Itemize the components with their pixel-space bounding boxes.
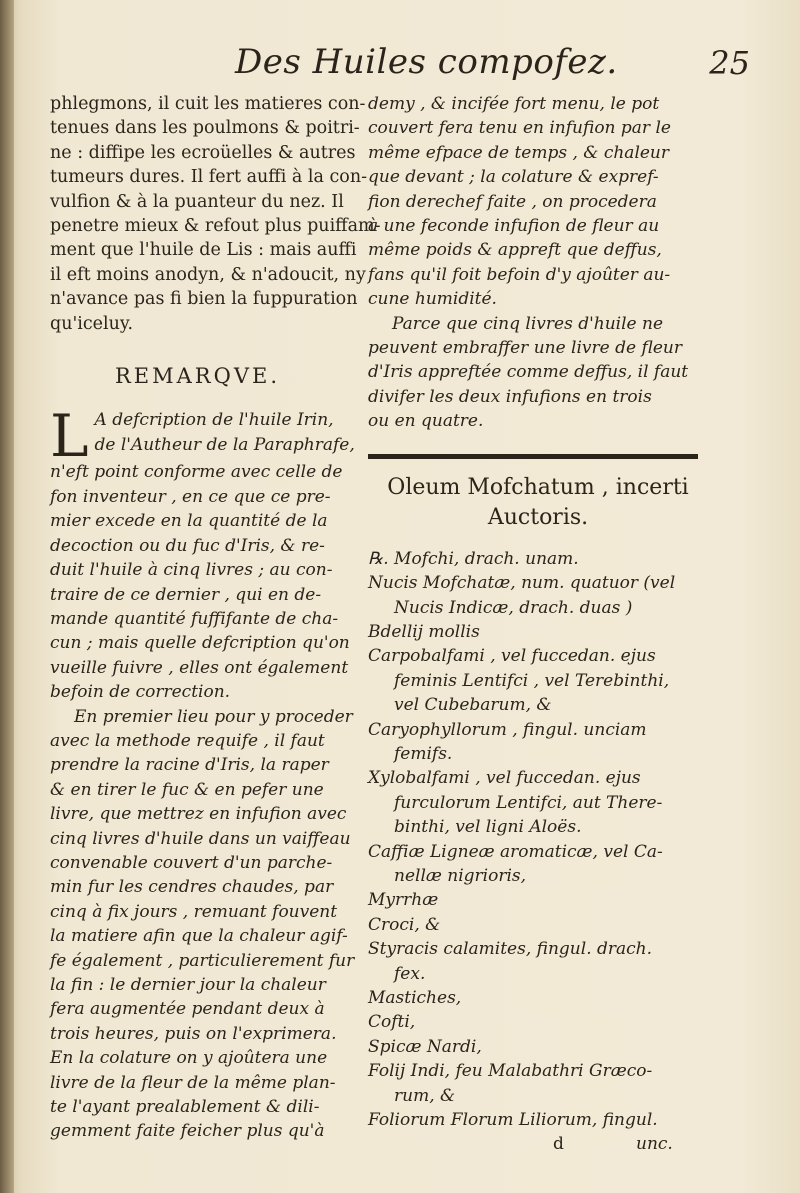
text-line: gemment faite feicher plus qu'à: [50, 1121, 325, 1142]
signature-mark: d: [553, 1134, 564, 1155]
right-column: [368, 92, 708, 1155]
right-paragraph-1: [368, 92, 708, 312]
recipe-ingredients: [368, 547, 708, 1133]
recipe-line: Nucis Indicæ, drach. duas ): [394, 597, 633, 618]
text-line: Parce que cinq livres d'huile ne: [392, 313, 664, 334]
section-rule: [368, 454, 698, 459]
text-line: n'avance pas fi bien la fuppuration: [50, 289, 358, 310]
recipe-line: Myrrhæ: [368, 890, 439, 911]
recipe-line: Nucis Mofchatæ, num. quatuor (vel: [368, 573, 676, 594]
recipe-title-line-2: Auctoris.: [487, 504, 589, 530]
right-paragraph-2: [368, 312, 708, 434]
text-line: ou en quatre.: [368, 411, 484, 432]
text-line: fon inventeur , en ce que ce pre-: [50, 486, 331, 507]
text-line: cune humidité.: [368, 289, 497, 310]
left-roman-text: [50, 92, 381, 336]
drop-cap: L: [50, 402, 89, 471]
recipe-line: Foliorum Florum Liliorum, fingul.: [368, 1110, 658, 1131]
text-line: même efpace de temps , & chaleur: [368, 142, 670, 163]
text-line: fera augmentée pendant deux à: [50, 999, 325, 1020]
text-line: decoction ou du fuc d'Iris, & re-: [50, 535, 325, 556]
remarque-paragraph-2: [50, 705, 355, 1144]
text-line: divifer les deux infufions en trois: [368, 386, 652, 407]
text-line: cinq livres d'huile dans un vaiffeau: [50, 828, 351, 849]
text-line: befoin de correction.: [50, 682, 231, 703]
text-line: En premier lieu pour y proceder: [74, 706, 353, 727]
text-line: trois heures, puis on l'exprimera.: [50, 1023, 337, 1044]
page-number: 25: [709, 44, 750, 82]
text-line: fe également , particulierement fur: [50, 950, 355, 971]
recipe-line: binthi, vel ligni Aloës.: [394, 817, 582, 838]
text-line: traire de ce dernier , qui en de-: [50, 584, 322, 605]
recipe-line: Croci, &: [368, 914, 441, 935]
text-line: & en tirer le fuc & en pefer une: [50, 779, 324, 800]
text-line: prendre la racine d'Iris, la raper: [50, 755, 329, 776]
recipe-title-line-1: Oleum Mofchatum , incerti: [387, 474, 689, 500]
text-line: qu'iceluy.: [50, 313, 134, 334]
recipe-line: Styracis calamites, fingul. drach.: [368, 939, 653, 960]
recipe-line: feminis Lentifci , vel Terebinthi,: [394, 670, 670, 691]
recipe-line: Xylobalfami , vel fuccedan. ejus: [368, 768, 641, 789]
text-line: ment que l'huile de Lis : mais auffi: [50, 240, 357, 261]
recipe-line: furculorum Lentifci, aut There-: [394, 792, 663, 813]
recipe-line: Mastiches,: [368, 988, 462, 1008]
text-line: avec la methode requife , il faut: [50, 730, 325, 751]
remarque-heading: REMARQVE.: [114, 364, 280, 389]
recipe-title: [368, 473, 708, 533]
text-line: ne : diffipe les ecroüelles & autres: [50, 142, 356, 163]
text-line: d'Iris appreftée comme deffus, il faut: [368, 362, 689, 383]
text-line: mande quantité fuffifante de cha-: [50, 608, 339, 629]
running-title: Des Huiles compofez.: [235, 42, 618, 82]
text-line: n'eft point conforme avec celle de: [50, 462, 343, 483]
text-line: te l'ayant prealablement & dili-: [50, 1097, 320, 1118]
recipe-line: ℞. Mofchi, drach. unam.: [368, 548, 579, 569]
recipe-line: nellæ nigrioris,: [394, 865, 527, 886]
text-line: la fin : le dernier jour la chaleur: [50, 975, 326, 995]
text-line: livre, que mettrez en infufion avec: [50, 804, 347, 825]
book-gutter: [0, 0, 14, 1193]
text-line: duit l'huile à cinq livres ; au con-: [50, 560, 333, 581]
text-line: vueille fuivre , elles ont également: [50, 657, 349, 678]
text-line: tumeurs dures. Il fert auffi à la con-: [50, 167, 368, 188]
recipe-line: fex.: [394, 963, 426, 984]
text-line: A defcription de l'huile Irin,: [94, 410, 334, 431]
text-line: peuvent embraffer une livre de fleur: [368, 338, 682, 359]
recipe-line: Carpobalfami , vel fuccedan. ejus: [368, 646, 656, 667]
recipe-line: Caffiæ Ligneæ aromaticæ, vel Ca-: [368, 841, 663, 862]
text-line: En la colature on y ajoûtera une: [50, 1048, 328, 1069]
page-header: [40, 40, 780, 90]
text-line: livre de la fleur de la même plan-: [50, 1072, 336, 1093]
text-line: même poids & appreft que deffus,: [368, 240, 662, 261]
text-line: il eft moins anodyn, & n'adoucit, ny: [50, 264, 366, 285]
text-line: à une feconde infufion de fleur au: [368, 216, 660, 237]
text-line: tenues dans les poulmons & poitri-: [50, 118, 360, 139]
recipe-line: rum, &: [394, 1085, 456, 1106]
recipe-line: Cofti,: [368, 1012, 416, 1033]
remarque-paragraph-1: [50, 402, 355, 704]
recipe-line: vel Cubebarum, &: [394, 695, 552, 716]
text-line: cinq à fix jours , remuant fouvent: [50, 901, 338, 922]
text-line: fans qu'il foit befoin d'y ajoûter au-: [368, 264, 671, 285]
recipe-line: femifs.: [394, 743, 453, 764]
text-line: la matiere afin que la chaleur agif-: [50, 926, 348, 947]
text-line: que devant ; la colature & expref-: [368, 167, 659, 188]
text-line: couvert fera tenu en infufion par le: [368, 118, 671, 139]
text-line: vulfion & à la puanteur du nez. Il: [50, 191, 344, 212]
catchword: unc.: [636, 1134, 673, 1155]
text-line: convenable couvert d'un parche-: [50, 852, 333, 873]
text-line: min fur les cendres chaudes, par: [50, 877, 334, 898]
text-line: cun ; mais quelle defcription qu'on: [50, 633, 350, 654]
left-column: [50, 92, 381, 1144]
text-line: fion derechef faite , on procedera: [368, 191, 657, 212]
recipe-line: Caryophyllorum , fingul. unciam: [368, 719, 647, 740]
recipe-line: Spicæ Nardi,: [368, 1036, 482, 1057]
text-line: de l'Autheur de la Paraphrafe,: [94, 434, 355, 455]
recipe-line: Bdellij mollis: [368, 621, 480, 642]
text-line: phlegmons, il cuit les matieres con-: [50, 94, 366, 114]
text-line: mier excede en la quantité de la: [50, 511, 328, 532]
recipe-line: Folij Indi, feu Malabathri Græco-: [368, 1061, 653, 1082]
text-line: penetre mieux & refout plus puiffam-: [50, 216, 381, 237]
text-line: demy , & incifée fort menu, le pot: [368, 94, 660, 114]
